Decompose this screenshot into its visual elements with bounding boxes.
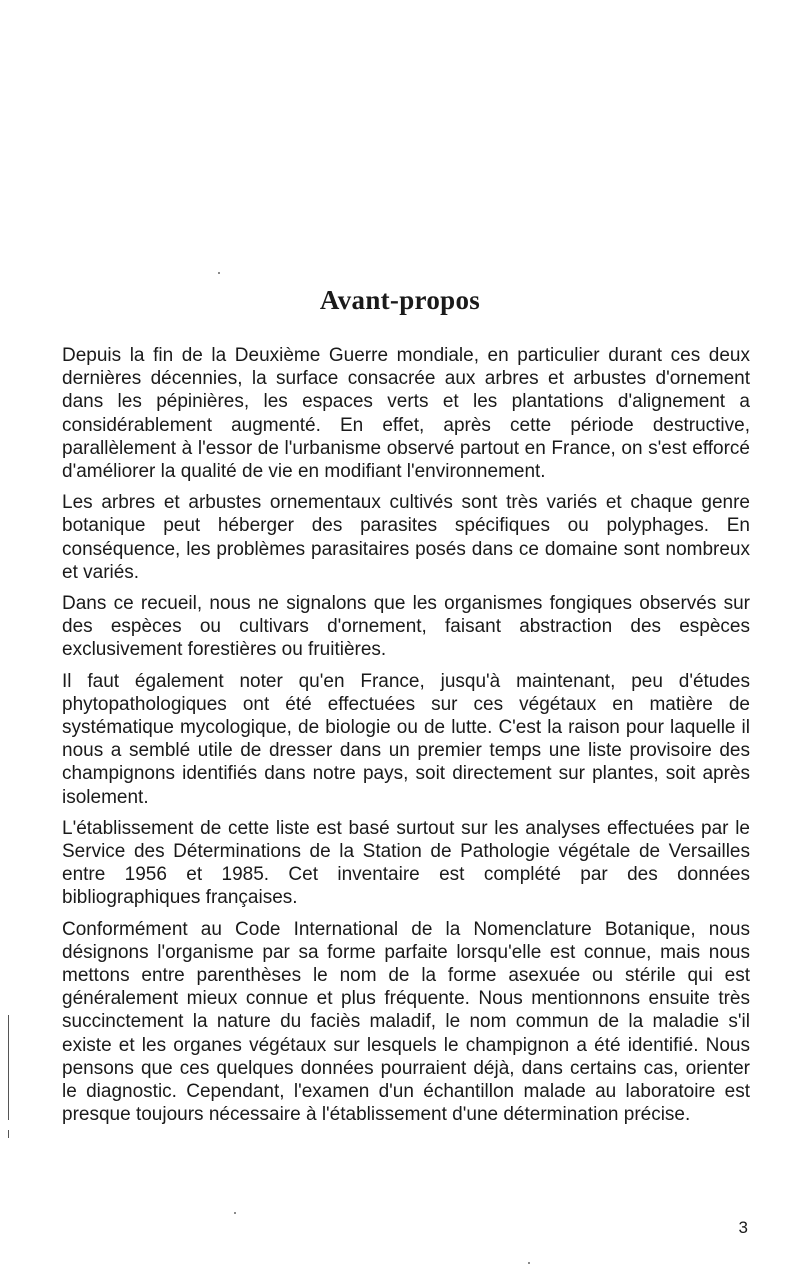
scan-speck (234, 1212, 236, 1214)
paragraph-sources: L'établissement de cette liste est basé surtout sur les analyses effectuées par le Service des Déterminations de la Station de Pathologie végétale de Versailles entre 1956 et 1985. Cet inventaire est complété par des données bibliographiques françaises. (62, 817, 750, 909)
paragraph-intro: Depuis la fin de la Deuxième Guerre mondiale, en particulier durant ces deux dernières décennies, la surface consacrée aux arbres et arbustes d'ornement dans les pépinières, les espaces verts et les plantations d'alignement a considérablement augmenté. En effet, après cette période destructive, parallèlement à l'essor de l'urbanisme observé partout en France, on s'est efforcé d'améliorer la qualité de vie en modifiant l'environnement. (62, 345, 750, 483)
scan-speck (528, 1262, 530, 1264)
body-text (62, 344, 750, 1135)
scan-speck (218, 272, 220, 274)
page-number: 3 (738, 1218, 748, 1237)
margin-mark (8, 1130, 9, 1138)
paragraph-motivation: Il faut également noter qu'en France, jusqu'à maintenant, peu d'études phytopathologiques ont été effectuées sur ces végétaux en matière de systématique mycologique, de biologie ou de lutte. C'est la raison pour laquelle il nous a semblé utile de dresser dans un premier temps une liste provisoire des champignons identifiés dans notre pays, soit directement sur plantes, soit après isolement. (62, 670, 750, 808)
page-title: Avant-propos (319, 285, 481, 315)
margin-mark (8, 1015, 9, 1120)
paragraph-variety: Les arbres et arbustes ornementaux cultivés sont très variés et chaque genre botanique peut héberger des parasites spécifiques ou polyphages. En conséquence, les problèmes parasitaires posés dans ce domaine sont nombreux et variés. (62, 492, 750, 583)
paragraph-method: Conformément au Code International de la Nomenclature Botanique, nous désignons l'organisme par sa forme parfaite lorsqu'elle est connue, mais nous mettons entre parenthèses le nom de la forme asexuée ou stérile qui est généralement mieux connue et plus fréquente. Nous mentionnons ensuite très succinctement la nature du faciès maladif, le nom commun de la maladie s'il existe et les organes végétaux sur lesquels le champignon a été identifié. Nous pensons que ces quelques données pourraient déjà, dans certains cas, orienter le diagnostic. Cependant, l'examen d'un échantillon malade au laboratoire est presque toujours nécessaire à l'établissement d'une détermination précise. (62, 918, 750, 1126)
paragraph-scope: Dans ce recueil, nous ne signalons que les organismes fongiques observés sur des espèces ou cultivars d'ornement, faisant abstraction des espèces exclusivement forestières ou fruitières. (62, 593, 750, 661)
